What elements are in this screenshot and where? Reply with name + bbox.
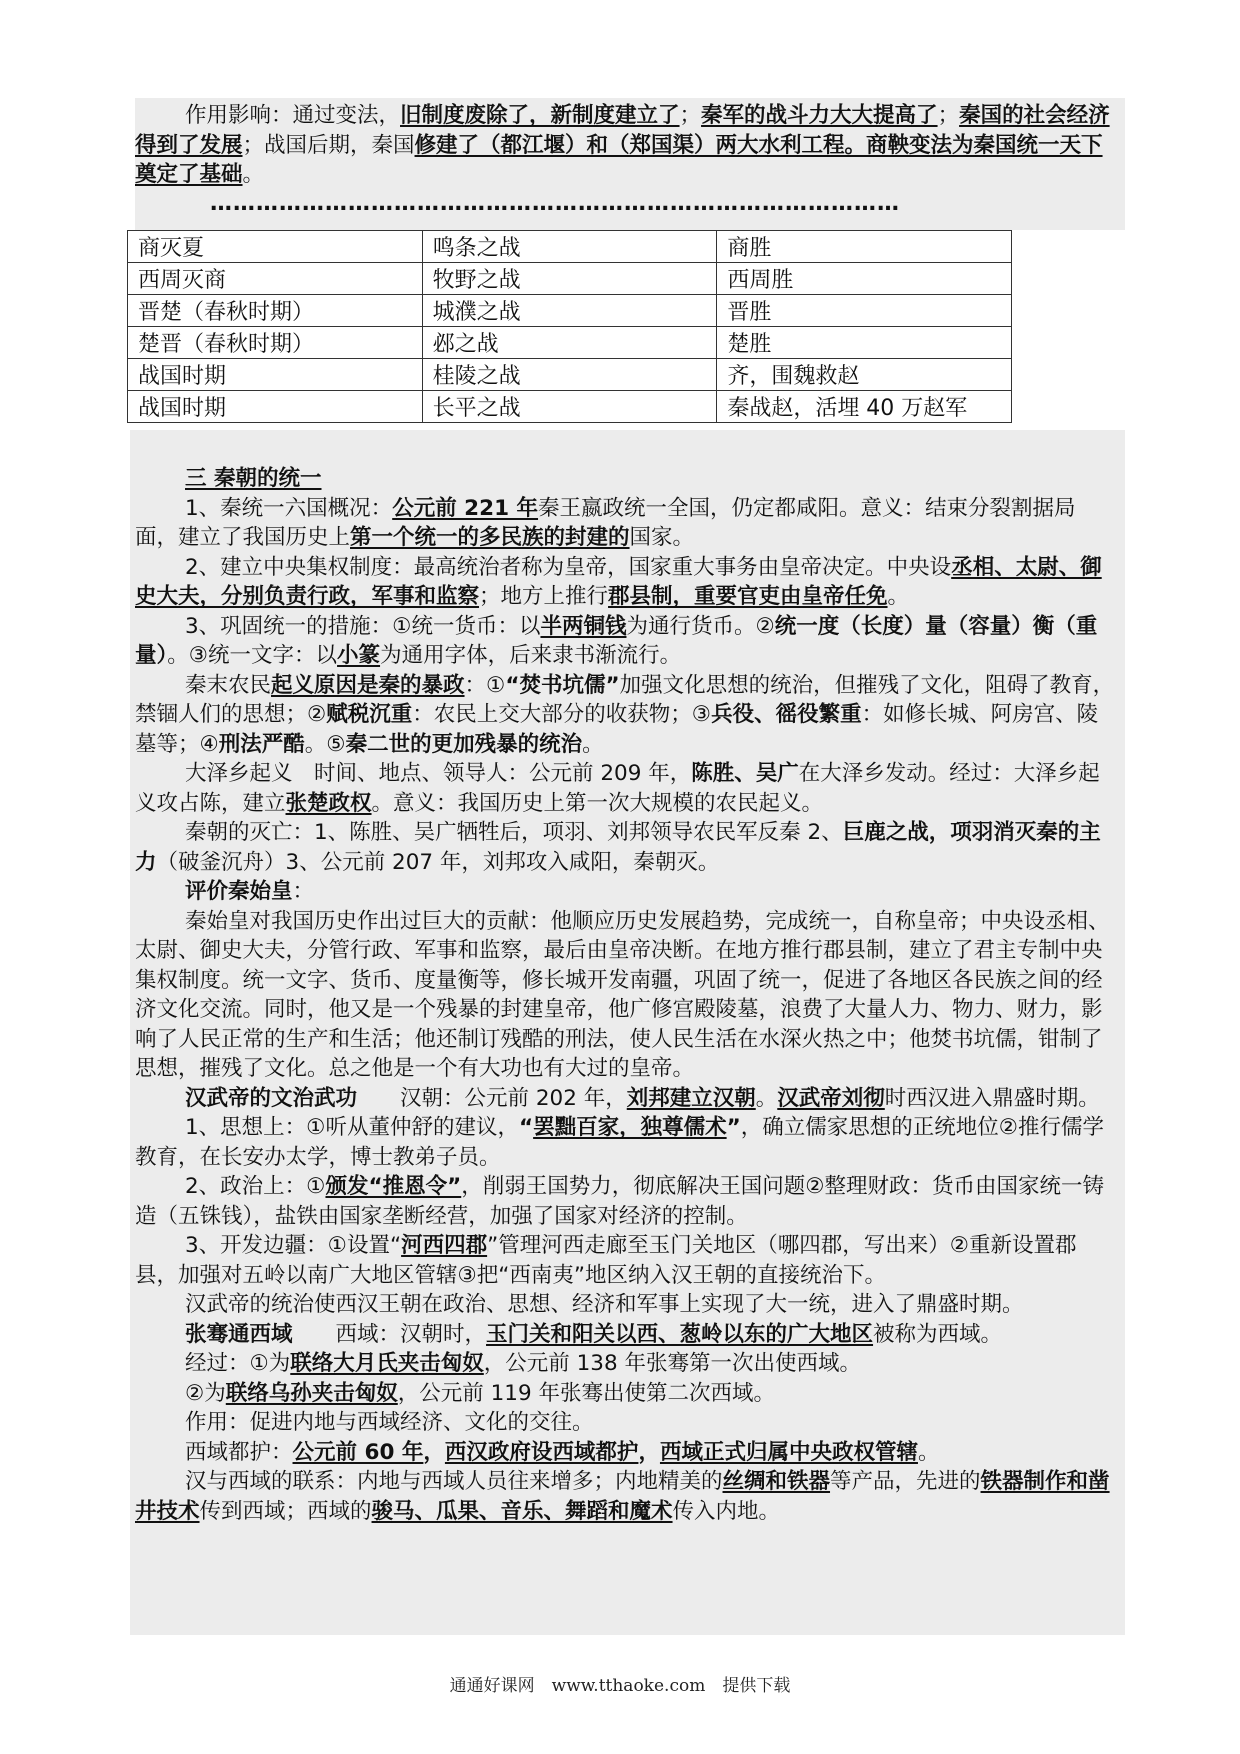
paragraph [135,877,1115,907]
paragraph [135,494,1115,553]
text-segment: 。③统一文字：以 [167,643,338,668]
table-cell: 战国时期 [128,359,423,391]
text-segment: ： [292,879,315,904]
table-cell: 鸣条之战 [422,231,717,263]
text-segment: 骏马、瓜果、音乐、舞蹈和魔术 [371,1498,673,1524]
paragraph [135,1467,1115,1526]
text-segment: 1、思想上：①听从董仲舒的建议， [185,1115,519,1140]
table-row [128,295,1012,327]
text-segment: 。 [582,731,604,757]
paragraph [135,1084,1115,1114]
text-segment: ：农民上交大部分的收获物；③ [412,702,712,727]
paragraph [135,1113,1115,1172]
text-segment: 丞相、太尉、御史大夫，分别负责行政，军事和监察 [135,554,1102,609]
text-segment: 。 [917,1439,940,1465]
table-cell: 城濮之战 [422,295,717,327]
text-segment: 在大泽乡发动。经过：大泽乡起义攻占陈，建立 [135,761,1100,816]
text-segment: 传到西域；西域的 [199,1498,372,1524]
dotted-separator: ……………………………………………………………………………… [210,191,900,216]
text-segment: 小篆 [337,643,381,668]
text-segment: “ [518,1115,534,1140]
battles-table [127,230,1012,423]
text-segment: 刘邦建立汉朝 [626,1085,756,1111]
table-row [128,359,1012,391]
paragraph [135,1320,1115,1350]
text-segment: 玉门关和阳关以西、葱岭以东的广大地区 [486,1321,874,1347]
text-segment: 兵役、徭役繁重 [711,702,862,727]
table-row [128,327,1012,359]
text-segment: ：如修长城、阿房宫、陵墓等；④ [135,702,1099,757]
text-segment: 。⑤ [304,731,346,757]
text-segment: ； [937,103,960,128]
text-segment: 联络乌孙夹击匈奴 [225,1380,398,1406]
text-segment: 。意义：我国历史上第一次大规模的农民起义。 [371,790,824,816]
table-cell: 战国时期 [128,391,423,423]
text-segment: 2、建立中央集权制度：最高统治者称为皇帝，国家重大事务由皇帝决定。中央设 [185,554,952,580]
text-segment: 汉武帝的统治使西汉王朝在政治、思想、经济和军事上实现了大一统，进入了鼎盛时期。 [185,1292,1024,1317]
text-segment: 赋税沉重 [326,702,413,727]
table-cell: 商胜 [717,231,1012,263]
text-segment: ， [638,1439,660,1465]
text-segment: ”管理河西走廊至玉门关地区（哪四郡，写出来）②重新设置郡县，加强对五岭以南广大地区管辖③把“西南夷”地区纳入汉王朝的直接统治下。 [135,1233,1077,1288]
table-cell: 齐，围魏救赵 [717,359,1012,391]
table-cell: 西周胜 [717,263,1012,295]
text-segment: 大泽乡起义 时间、地点、领导人：公元前 209 年， [185,761,692,786]
paragraph [135,1379,1115,1409]
table-cell: 商灭夏 [128,231,423,263]
text-segment: 传入内地。 [672,1498,781,1524]
text-segment: 国家。 [629,525,695,550]
text-segment: 西域：汉朝时， [292,1321,487,1347]
text-segment: 罢黜百家，独尊儒术 [533,1115,727,1140]
paragraph [135,553,1115,612]
text-segment: 加强文化思想的统治，但摧残了文化，阻碍了教育，禁锢人们的思想；② [135,672,1115,727]
text-segment: 汉朝：公元前 202 年， [357,1085,627,1111]
text-segment: 公元前 221 年 [392,495,539,521]
footer-credit: 通通好课网 www.tthaoke.com 提供下载 [449,1676,791,1696]
intro-section [135,101,1115,190]
text-segment: 起义原因是秦的暴政 [271,672,465,698]
paragraph [135,612,1115,671]
text-segment: 。 [887,584,910,609]
text-segment: 为通用字体，后来隶书渐流行。 [380,643,682,668]
text-segment: 旧制度废除了，新制度建立了 [400,103,680,128]
text-segment: 作用影响：通过变法， [185,103,401,128]
text-segment: 张骞通西域 [185,1321,293,1347]
paragraph [135,464,1115,494]
text-segment: ，公元前 119 年张骞出使第二次西域。 [397,1380,776,1406]
table-cell: 桂陵之战 [422,359,717,391]
text-segment: 公元前 60 年 [292,1439,424,1465]
table-cell: 西周灭商 [128,263,423,295]
text-segment: 刑法严酷 [218,731,305,757]
text-segment: 西汉政府设西域都护 [444,1439,639,1465]
text-segment: 三 秦朝的统一 [185,466,322,491]
text-segment: 时西汉进入鼎盛时期。 [884,1085,1100,1111]
text-segment: 丝绸和铁器 [722,1469,831,1494]
text-segment: 巨鹿之战，项羽消灭秦的主力 [135,820,1101,875]
text-segment: 为通行货币。② [626,613,775,639]
text-segment: （破釜沉舟）3、公元前 207 年，刘邦攻入咸阳，秦朝灭。 [156,849,720,875]
text-segment: 被称为西域。 [873,1321,1003,1347]
paragraph [135,1349,1115,1379]
text-segment: 郡县制，重要官吏由皇帝任免 [608,584,888,609]
text-segment: 秦始皇对我国历史作出过巨大的贡献：他顺应历史发展趋势，完成统一，自称皇帝；中央设丞相、太尉、御史大夫，分管行政、军事和监察，最后由皇帝决断。在地方推行郡县制，建立了君主专制中央集权制度。统一文字、货币、度量衡等，修长城开发南疆，巩固了统一，促进了各地区各民族之间的经济文化交流。同时，他又是一个残暴的封建皇帝，他广修宫殿陵墓，浪费了大量人力、物力、财力，影响了人民正常的生产和生活；他还制订残酷的刑法，使人民生活在水深火热之中；他焚书坑儒，钳制了思想，摧残了文化。总之他是一个有大功也有大过的皇帝。 [135,908,1110,1081]
text-segment: 西域正式归属中央政权管辖 [659,1439,918,1465]
table-cell: 晋楚（春秋时期） [128,295,423,327]
paragraph [135,1290,1115,1320]
text-segment: “焚书坑儒” [505,672,620,698]
table-row [128,391,1012,423]
paragraph [135,1231,1115,1290]
table-cell: 牧野之战 [422,263,717,295]
text-segment: 3、开发边疆：①设置“ [185,1233,402,1258]
text-segment: 3、巩固统一的措施：①统一货币：以 [185,613,541,639]
text-segment: 秦国的社会经济得到了发展 [135,103,1110,158]
intro-paragraph [135,101,1115,190]
text-segment: 秦王嬴政统一全国，仍定都咸阳。意义：结束分裂割据局面，建立了我国历史上 [135,495,1076,550]
paragraph [135,907,1115,1084]
text-segment: 铁器制作和凿井技术 [135,1469,1110,1524]
text-segment: 第一个统一的多民族的封建的 [350,525,630,550]
text-segment: 汉武帝的文治武功 [185,1085,358,1111]
text-segment: ，确立儒家思想的正统地位②推行儒学教育，在长安办太学，博士教弟子员。 [135,1115,1105,1170]
text-segment: 。 [755,1085,778,1111]
text-segment: 秦二世的更加残暴的统治 [345,731,583,757]
text-segment: 西域都护： [185,1439,293,1465]
text-segment: ； [679,103,702,128]
table-cell: 长平之战 [422,391,717,423]
table-cell: 邲之战 [422,327,717,359]
text-segment: ， [423,1439,445,1465]
text-segment: ，公元前 138 年张骞第一次出使西域。 [483,1351,862,1376]
table-cell: 楚晋（春秋时期） [128,327,423,359]
text-segment: 秦末农民 [185,672,272,698]
paragraph [135,1438,1115,1468]
text-segment: 。 [242,162,265,187]
text-segment: 2、政治上：① [185,1174,326,1199]
paragraph [135,671,1115,760]
paragraph [135,759,1115,818]
text-segment: 颁发“推恩令” [325,1174,462,1199]
text-segment: ②为 [185,1380,226,1406]
text-segment: 汉武帝刘彻 [777,1085,885,1111]
text-segment: 评价秦始皇 [185,879,293,904]
text-segment: 秦军的战斗力大大提高了 [701,103,938,128]
table-cell: 秦战赵，活埋 40 万赵军 [717,391,1012,423]
table-row [128,263,1012,295]
table-cell: 晋胜 [717,295,1012,327]
text-segment: ：① [464,672,506,698]
text-segment: 汉与西域的联系：内地与西域人员往来增多；内地精美的 [185,1469,723,1494]
text-segment: 作用：促进内地与西域经济、文化的交往。 [185,1410,594,1435]
text-segment: 河西四郡 [401,1233,488,1258]
paragraph [135,1408,1115,1438]
text-segment: 1、秦统一六国概况： [185,495,393,521]
text-segment: 秦朝的灭亡：1、陈胜、吴广牺牲后，项羽、刘邦领导农民军反秦 2、 [185,820,843,845]
text-segment: ” [726,1115,741,1140]
table-cell: 楚胜 [717,327,1012,359]
text-segment: 张楚政权 [285,790,372,816]
text-segment: 修建了（都江堰）和（郑国渠）两大水利工程。商鞅变法为秦国统一天下奠定了基础 [135,132,1103,187]
text-segment: ，削弱王国势力，彻底解决王国问题②整理财政：货币由国家统一铸造（五铢钱），盐铁由国家垄断经营，加强了国家对经济的控制。 [135,1174,1105,1229]
text-segment: 半两铜钱 [540,613,627,639]
table-row [128,231,1012,263]
text-segment: 陈胜、吴广 [691,761,799,786]
text-segment: 联络大月氏夹击匈奴 [290,1351,484,1376]
paragraph [135,818,1115,877]
paragraph [135,1172,1115,1231]
text-segment: 等产品，先进的 [830,1469,981,1494]
main-text [135,464,1115,1526]
text-segment: ；战国后期，秦国 [242,132,415,158]
text-segment: 经过：①为 [185,1351,291,1376]
text-segment: ；地方上推行 [479,584,609,609]
text-segment: 统一度（长度）量（容量）衡（重量） [135,613,1098,668]
